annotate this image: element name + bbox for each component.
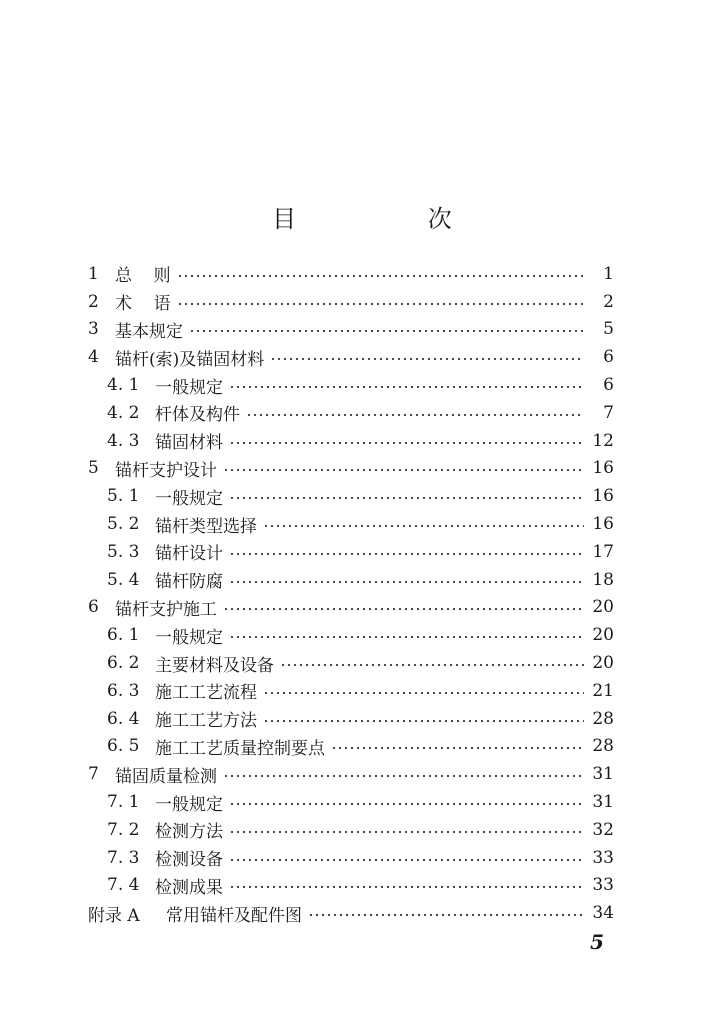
toc-entry-number: 7. 2 <box>107 819 140 840</box>
toc-entry <box>88 316 614 344</box>
toc-entry-page: 20 <box>592 597 614 618</box>
toc-entry-title: 一般规定 <box>155 794 223 815</box>
toc-entry-title: 施工工艺方法 <box>155 711 257 732</box>
toc-entry-title: 检测设备 <box>155 850 223 871</box>
toc-entry <box>88 455 614 483</box>
toc-entry-number: 4. 2 <box>107 402 140 423</box>
toc-entry-title: 检测方法 <box>155 822 223 843</box>
dot-leader <box>308 914 584 916</box>
toc-entry-number: 7. 4 <box>107 875 140 896</box>
toc-entry-number: 7 <box>88 764 99 785</box>
dot-leader <box>263 720 584 722</box>
toc-entry-page: 2 <box>603 291 614 312</box>
toc-entry-title: 检测成果 <box>155 877 223 898</box>
table-of-contents <box>88 260 614 927</box>
toc-entry-number: 2 <box>88 291 99 312</box>
toc-entry-page: 16 <box>592 486 614 507</box>
toc-entry-number: 3 <box>88 319 99 340</box>
dot-leader <box>270 358 584 360</box>
toc-entry-title: 施工工艺流程 <box>155 683 257 704</box>
toc-entry <box>88 872 614 900</box>
dot-leader <box>331 747 584 749</box>
toc-entry <box>88 288 614 316</box>
dot-leader <box>189 330 584 332</box>
toc-entry-number: 6. 3 <box>107 680 140 701</box>
toc-entry-page: 32 <box>592 819 614 840</box>
toc-entry <box>88 733 614 761</box>
toc-entry <box>88 649 614 677</box>
toc-entry <box>88 816 614 844</box>
toc-entry <box>88 427 614 455</box>
toc-entry <box>88 760 614 788</box>
toc-entry-title: 常用锚杆及配件图 <box>166 905 302 926</box>
toc-entry <box>88 343 614 371</box>
toc-entry <box>88 621 614 649</box>
toc-entry-title: 杆体及构件 <box>155 405 240 426</box>
toc-entry-title: 锚固材料 <box>155 433 223 454</box>
toc-entry-title: 术 语 <box>115 294 171 315</box>
toc-entry-title: 一般规定 <box>155 488 223 509</box>
toc-entry-number: 附录 A <box>88 905 140 926</box>
dot-leader <box>246 414 584 416</box>
toc-entry-page: 21 <box>592 680 614 701</box>
toc-entry-page: 28 <box>592 736 614 757</box>
toc-entry-page: 31 <box>592 764 614 785</box>
toc-entry-title: 锚杆类型选择 <box>155 516 257 537</box>
toc-entry-page: 1 <box>603 263 614 284</box>
toc-entry-number: 4 <box>88 347 99 368</box>
dot-leader <box>229 636 584 638</box>
toc-entry <box>88 510 614 538</box>
toc-entry-page: 17 <box>592 541 614 562</box>
toc-entry <box>88 399 614 427</box>
toc-entry-page: 16 <box>592 514 614 535</box>
toc-entry-page: 33 <box>592 875 614 896</box>
toc-entry-number: 6. 4 <box>107 708 140 729</box>
toc-entry-title: 锚杆支护设计 <box>115 460 217 481</box>
toc-entry-title: 施工工艺质量控制要点 <box>155 738 325 759</box>
toc-entry-number: 6. 2 <box>107 653 140 674</box>
toc-entry-number: 5. 2 <box>107 514 140 535</box>
toc-entry-number: 7. 1 <box>107 792 140 813</box>
toc-entry-page: 6 <box>603 375 614 396</box>
page-number: 5 <box>590 930 604 954</box>
toc-entry <box>88 705 614 733</box>
toc-entry-page: 16 <box>592 458 614 479</box>
toc-entry-title: 基本规定 <box>115 321 183 342</box>
dot-leader <box>263 692 584 694</box>
page-title: 目 次 <box>272 205 514 233</box>
toc-entry-number: 7. 3 <box>107 847 140 868</box>
dot-leader <box>177 275 584 277</box>
toc-entry-page: 31 <box>592 792 614 813</box>
toc-entry-title: 锚杆支护施工 <box>115 599 217 620</box>
toc-entry-number: 6. 1 <box>107 625 140 646</box>
toc-entry-title: 锚杆设计 <box>155 544 223 565</box>
toc-entry-title: 锚固质量检测 <box>115 766 217 787</box>
toc-entry <box>88 899 614 927</box>
toc-entry-page: 18 <box>592 569 614 590</box>
dot-leader <box>229 886 584 888</box>
toc-entry <box>88 594 614 622</box>
toc-entry-page: 34 <box>592 903 614 924</box>
toc-entry-number: 5. 3 <box>107 541 140 562</box>
toc-entry <box>88 844 614 872</box>
toc-entry-page: 7 <box>603 402 614 423</box>
toc-entry <box>88 788 614 816</box>
toc-entry-page: 20 <box>592 653 614 674</box>
toc-entry-title: 一般规定 <box>155 627 223 648</box>
dot-leader <box>223 775 584 777</box>
dot-leader <box>223 469 584 471</box>
toc-entry-number: 5. 1 <box>107 486 140 507</box>
dot-leader <box>263 525 584 527</box>
toc-entry-number: 4. 1 <box>107 375 140 396</box>
dot-leader <box>229 497 584 499</box>
toc-entry-page: 20 <box>592 625 614 646</box>
toc-entry-title: 总 则 <box>115 266 171 287</box>
toc-entry <box>88 677 614 705</box>
toc-entry <box>88 260 614 288</box>
toc-entry-title: 锚杆(索)及锚固材料 <box>115 349 265 370</box>
toc-entry-page: 5 <box>603 319 614 340</box>
dot-leader <box>229 859 584 861</box>
toc-entry-page: 28 <box>592 708 614 729</box>
dot-leader <box>280 664 584 666</box>
toc-entry <box>88 371 614 399</box>
dot-leader <box>229 386 584 388</box>
dot-leader <box>229 831 584 833</box>
toc-entry-title: 一般规定 <box>155 377 223 398</box>
toc-entry-number: 6 <box>88 597 99 618</box>
toc-entry-number: 6. 5 <box>107 736 140 757</box>
toc-entry-page: 6 <box>603 347 614 368</box>
dot-leader <box>229 803 584 805</box>
toc-entry-number: 5 <box>88 458 99 479</box>
dot-leader <box>229 442 584 444</box>
dot-leader <box>229 581 584 583</box>
toc-entry-page: 12 <box>592 430 614 451</box>
toc-entry-number: 5. 4 <box>107 569 140 590</box>
dot-leader <box>229 553 584 555</box>
toc-entry <box>88 482 614 510</box>
dot-leader <box>177 303 584 305</box>
toc-entry-title: 主要材料及设备 <box>155 655 274 676</box>
toc-entry-title: 锚杆防腐 <box>155 572 223 593</box>
toc-entry-page: 33 <box>592 847 614 868</box>
toc-entry-number: 1 <box>88 263 99 284</box>
dot-leader <box>223 608 584 610</box>
toc-entry <box>88 566 614 594</box>
toc-entry-number: 4. 3 <box>107 430 140 451</box>
toc-entry <box>88 538 614 566</box>
